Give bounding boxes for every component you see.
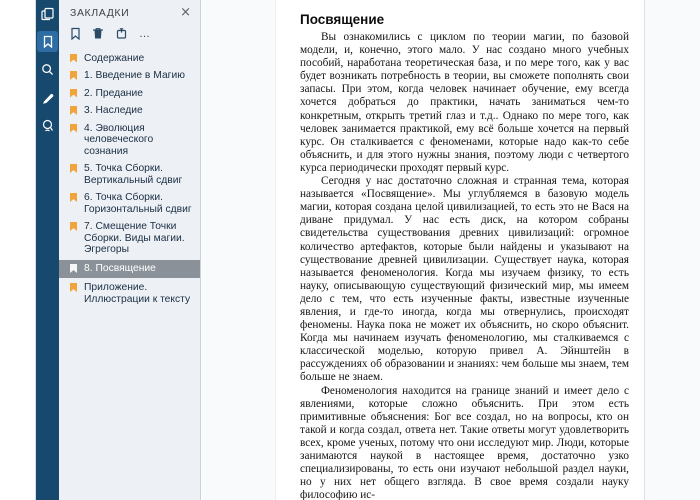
- highlighter-icon: [41, 91, 54, 104]
- rename-icon: [115, 28, 128, 40]
- paragraph: Феноменология находится на границе знаний и имеет дело с явлениями, которые сложно объяснить. При этом есть примитивные объяснения: Бог все создал, но на вопросы, кто он такой и когда создал, ответа нет. Такие ответы могут удовлетворить всех, кроме ученых, потому что они исследуют мир. Люди, которые занимаются наукой в настоящее время, достаточно узко специализированы, то есть они изучают небольшой раздел науки, но у них нет общего взгляда. В свое время создали науку философию ис-: [300, 384, 629, 500]
- bookmarks-panel-button[interactable]: [37, 31, 58, 52]
- pages-icon: [41, 7, 55, 21]
- bookmark-item-label: Приложение. Иллюстрации к тексту: [84, 282, 191, 305]
- bookmark-item[interactable]: [59, 162, 200, 188]
- rename-bookmark-button[interactable]: [115, 28, 128, 40]
- bookmark-item-label: 7. Смещение Точки Сборки. Виды магии. Эгрегоры: [84, 221, 185, 255]
- panel-title: ЗАКЛАДКИ: [70, 6, 130, 19]
- bookmark-item-label: 6. Точка Сборки. Горизонтальный сдвиг: [84, 192, 192, 215]
- bookmarks-panel-header: [59, 0, 200, 19]
- bookmark-item[interactable]: [59, 260, 200, 278]
- window-margin: [0, 0, 36, 500]
- bookmark-add-icon: [70, 27, 81, 40]
- bookmark-item[interactable]: [59, 191, 200, 217]
- bookmark-item-label: 4. Эволюция человеческого сознания: [84, 122, 154, 157]
- signature-icon: [41, 119, 54, 132]
- bookmark-marker-icon: [70, 54, 77, 63]
- page-title: Посвящение: [300, 12, 385, 27]
- side-toolbar: [36, 0, 59, 500]
- ellipsis-icon: …: [139, 27, 151, 40]
- bookmark-item-label: Содержание: [84, 52, 145, 64]
- bookmark-marker-icon: [70, 124, 77, 133]
- highlighter-button[interactable]: [37, 87, 58, 108]
- bookmarks-list: [59, 46, 200, 307]
- bookmark-item-label: 5. Точка Сборки. Вертикальный сдвиг: [84, 163, 183, 186]
- paragraph: Сегодня у нас достаточно сложная и странная тема, которая называется «Посвящение». Мы углубляемся в базовую модель магии, которая создана целой цивилизацией, то есть это не Вася на диване придумал. У нас есть диск, на котором собраны свидетельства существования древних цивилизаций: огромное количество артефактов, которые были найдены и указывают на существование древней цивилизации. Существует наука, которая называется феноменология. Когда мы изучаем физику, то есть науку, описывающую существующий физический мир, мы имеем дело с тем, что есть изученные факты, известные изученные явления, и где-то иногда, когда мы отвернулись, происходят феномены. Наука пока не может их объяснить, но скоро объяснит. Когда мы начинаем изучать феноменологию, мы сталкиваемся с классической моделью, которую привел А. Эйнштейн в рассуждениях об образовании и знаниях: чем больше мы знаем, тем больше не знаем.: [300, 175, 629, 384]
- document-text: [300, 31, 629, 500]
- close-panel-button[interactable]: ×: [180, 5, 191, 20]
- pages-panel-button[interactable]: [37, 3, 58, 24]
- bookmark-item-label: 8. Посвящение: [84, 263, 156, 274]
- add-bookmark-button[interactable]: [70, 27, 81, 40]
- bookmark-marker-icon: [70, 89, 77, 98]
- bookmark-item[interactable]: [59, 51, 200, 66]
- bookmark-marker-icon: [70, 71, 77, 80]
- bookmark-item[interactable]: [59, 281, 200, 307]
- bookmark-marker-icon: [70, 164, 77, 173]
- bookmark-marker-icon: [70, 106, 77, 115]
- bookmark-marker-icon: [70, 193, 77, 202]
- bookmarks-panel: [59, 0, 201, 500]
- signature-button[interactable]: [37, 115, 58, 136]
- bookmark-marker-icon: [70, 222, 77, 231]
- bookmark-item[interactable]: [59, 104, 200, 119]
- bookmark-item[interactable]: [59, 220, 200, 258]
- document-page: [275, 0, 645, 500]
- bookmark-item[interactable]: [59, 121, 200, 159]
- bookmark-icon: [42, 35, 54, 48]
- bookmark-item-label: 2. Предание: [84, 87, 143, 99]
- bookmark-item[interactable]: [59, 86, 200, 101]
- document-viewer: [202, 0, 700, 500]
- search-icon: [41, 63, 54, 76]
- paragraph: Вы ознакомились с циклом по теории магии, по базовой модели, и, конечно, этого мало. У нас создано много учебных пособий, наработана теоретическая база, и по мере того, как у вас будет возникать потребность в теории, вы сможете пополнять свои запасы. При этом, когда человек начинает обучение, ему всегда хочется добраться до практики, начать заниматься чем-то конкретным, открыть третий глаз и т.д.. Однако по мере того, как человек занимается практикой, ему всё больше хочется на первый курс. Он сталкивается с феноменами, которые надо как-то себе объяснить, и для этого нужны знания, поэтому люди с четвертого курса периодически проходят первый курс.: [300, 31, 629, 174]
- delete-bookmark-button[interactable]: [92, 27, 104, 40]
- bookmark-marker-icon: [70, 283, 77, 292]
- bookmark-marker-icon: [70, 264, 77, 273]
- bookmarks-toolbar: [59, 19, 200, 46]
- bookmark-item[interactable]: [59, 69, 200, 84]
- more-options-button[interactable]: [139, 27, 151, 40]
- bookmark-item-label: 1. Введение в Магию: [84, 70, 185, 81]
- trash-icon: [92, 27, 104, 40]
- search-button[interactable]: [37, 59, 58, 80]
- bookmark-item-label: 3. Наследие: [84, 105, 143, 116]
